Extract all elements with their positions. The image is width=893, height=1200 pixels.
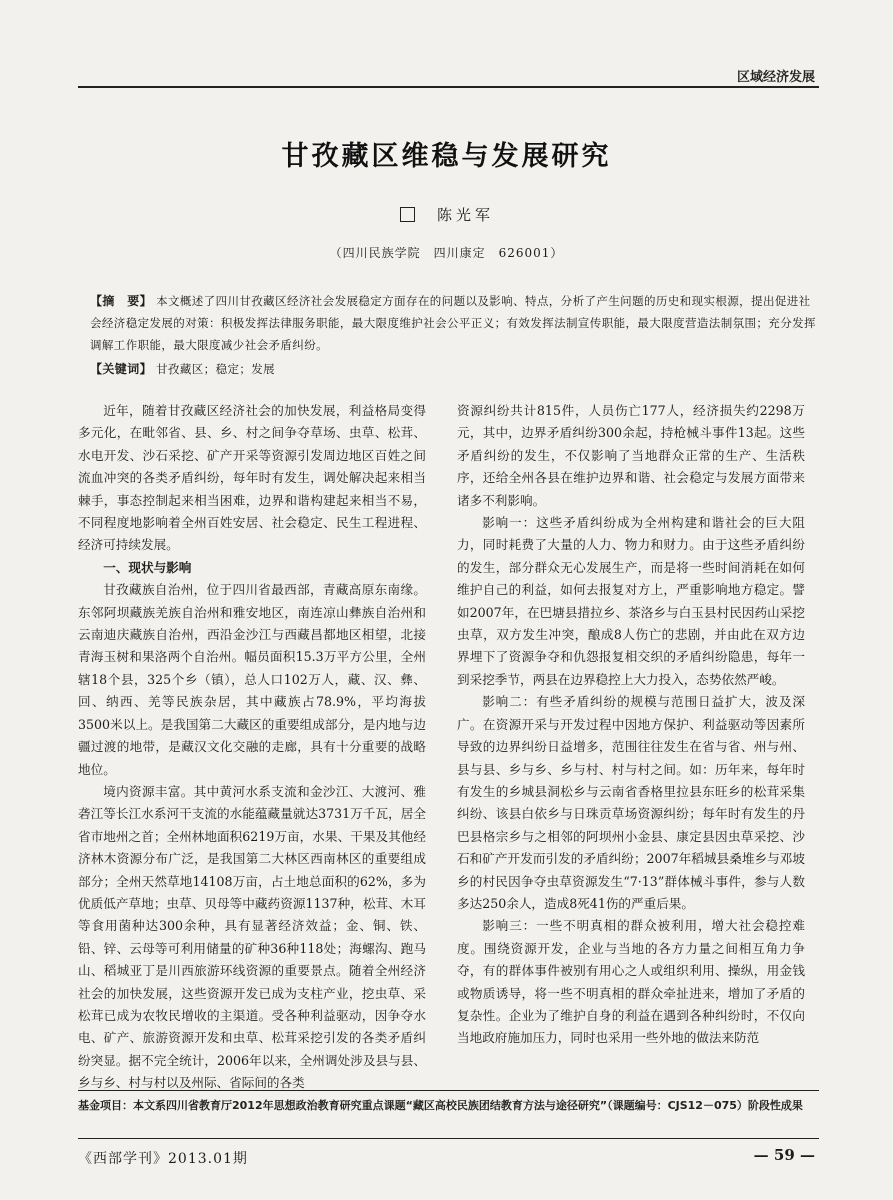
paragraph: 影响三：一些不明真相的群众被利用，增大社会稳控难度。围绕资源开发，企业与当地的各方力量之间相互角力争夺，有的群体事件被别有用心之人或组织利用、操纵，用金钱或物质诱导，将一些不明真相的群众牵扯进来，增加了矛盾的复杂性。企业为了维护自身的利益在遇到各种纠纷时，不仅向当地政府施加压力，同时也采用一些外地的做法来防范 [457, 918, 805, 1046]
author-name: 陈光军 [437, 206, 495, 224]
paragraph: 资源纠纷共计815件，人员伤亡177人，经济损失约2298万元，其中，边界矛盾纠纷300余起，持枪械斗事件13起。这些矛盾纠纷的发生，不仅影响了当地群众正常的生产、生活秩序，还给全州各县在维护边界和谐、社会稳定与发展方面带来诸多不利影响。 [457, 403, 805, 508]
right-column [457, 400, 805, 1050]
article-title: 甘孜藏区维稳与发展研究 [281, 141, 612, 172]
paragraph: 影响二：有些矛盾纠纷的规模与范围日益扩大，波及深广。在资源开采与开发过程中因地方保护、利益驱动等因素所导致的边界纠纷日益增多，范围往往发生在省与省、州与州、县与县、乡与乡、乡与村、村与村之间。如：历年来，每年时有发生的乡城县洞松乡与云南省香格里拉县东旺乡的松茸采集纠纷、该县白依乡与日珠贡草场资源纠纷；每年时有发生的丹巴县格宗乡与之相邻的阿坝州小金县、康定县因虫草采挖、沙石和矿产开发而引发的矛盾纠纷；2007年稻城县桑堆乡与邓坡乡的村民因争夺虫草资源发生“7·13”群体械斗事件，参与人数多达250余人，造成8死41伤的严重后果。 [457, 694, 805, 911]
abstract-text: 本文概述了四川甘孜藏区经济社会发展稳定方面存在的问题以及影响、特点，分析了产生问题的历史和现实根源，提出促进社会经济稳定发展的对策：积极发挥法律服务职能，最大限度维护社会公平正义；有效发挥法制宣传职能，最大限度营造法制氛围；充分发挥调解工作职能，最大限度减少社会矛盾纠纷。 [90, 294, 816, 352]
paragraph: 影响一：这些矛盾纠纷成为全州构建和谐社会的巨大阻力，同时耗费了大量的人力、物力和财力。由于这些矛盾纠纷的发生，部分群众无心发展生产，而是将一些时间消耗在如何维护自己的利益，如何去报复对方上，严重影响地方稳定。譬如2007年，在巴塘县措拉乡、茶洛乡与白玉县村民因药山采挖虫草，双方发生冲突，酿成8人伤亡的悲剧，并由此在双方边界埋下了资源争夺和仇怨报复相交织的矛盾纠纷隐患，每年一到采挖季节，两县在边界稳控上大力投入，态势依然严峻。 [457, 515, 805, 687]
footer-rule [78, 1138, 819, 1139]
abstract-block [90, 290, 820, 380]
header-rule [78, 86, 819, 88]
page-number: — 59 — [753, 1146, 815, 1164]
section-label: 区域经济发展 [736, 70, 815, 85]
paragraph: 境内资源丰富。其中黄河水系支流和金沙江、大渡河、雅砻江等长江水系河干支流的水能蕴藏量就达3731万千瓦，居全省市地州之首；全州林地面积6219万亩，水果、干果及其他经济林木资源分布广泛，是我国第二大林区西南林区的重要组成部分；全州天然草地14108万亩，占土地总面积的62%，多为优质低产草地；虫草、贝母等中藏药资源1137种，松茸、木耳等食用菌种达300余种，具有显著经济效益；金、铜、铁、铅、锌、云母等可利用储量的矿种36种118处；海螺沟、跑马山、稻城亚丁是川西旅游环线资源的重要景点。随着全州经济社会的加快发展，这些资源开发已成为支柱产业，挖虫草、采松茸已成为农牧民增收的主渠道。受各种利益驱动，因争夺水电、矿产、旅游资源开发和虫草、松茸采挖引发的各类矛盾纠纷突显。据不完全统计，2006年以来，全州调处涉及县与县、乡与乡、村与村以及州际、省际间的各类 [78, 783, 426, 1091]
paragraph: 近年，随着甘孜藏区经济社会的加快发展，利益格局变得多元化，在毗邻省、县、乡、村之间争夺草场、虫草、松茸、水电开发、沙石采挖、矿产开采等资源引发周边地区百姓之间流血冲突的各类矛盾纠纷，每年时有发生，调处解决起来相当棘手，事态控制起来相当困难，边界和谐构建起来相当不易，不同程度地影响着全州百姓安居、社会稳定、民生工程进程、经济可持续发展。 [78, 403, 426, 553]
section-heading: 一、现状与影响 [103, 559, 192, 575]
square-icon [400, 207, 415, 222]
author-line [400, 204, 494, 225]
left-column [78, 400, 426, 1095]
affiliation: （四川民族学院 四川康定 626001） [329, 246, 564, 260]
journal-name: 《西部学刊》2013.01期 [78, 1151, 248, 1167]
keywords-text: 甘孜藏区；稳定；发展 [156, 362, 276, 376]
paragraph: 甘孜藏族自治州，位于四川省最西部，青藏高原东南缘。东邻阿坝藏族羌族自治州和雅安地区，南连凉山彝族自治州和云南迪庆藏族自治州，西沿金沙江与西藏昌都地区相望，北接青海玉树和果洛两个自治州。幅员面积15.3万平方公里，全州辖18个县，325个乡（镇），总人口102万人，藏、汉、彝、回、纳西、羌等民族杂居，其中藏族占78.9%，平均海拔3500米以上。是我国第二大藏区的重要组成部分，是内地与边疆过渡的地带，是藏汉文化交融的走廊，具有十分重要的战略地位。 [78, 582, 426, 777]
abstract-label: 【摘 要】 [90, 294, 153, 308]
abstract [90, 290, 820, 356]
footnote-rule [78, 1090, 819, 1091]
keywords [90, 358, 820, 380]
keywords-label: 【关键词】 [90, 362, 153, 376]
fund-footnote: 基金项目：本文系四川省教育厅2012年思想政治教育研究重点课题“藏区高校民族团结教育方法与途径研究”（课题编号：CJS12－075）阶段性成果 [78, 1099, 803, 1112]
